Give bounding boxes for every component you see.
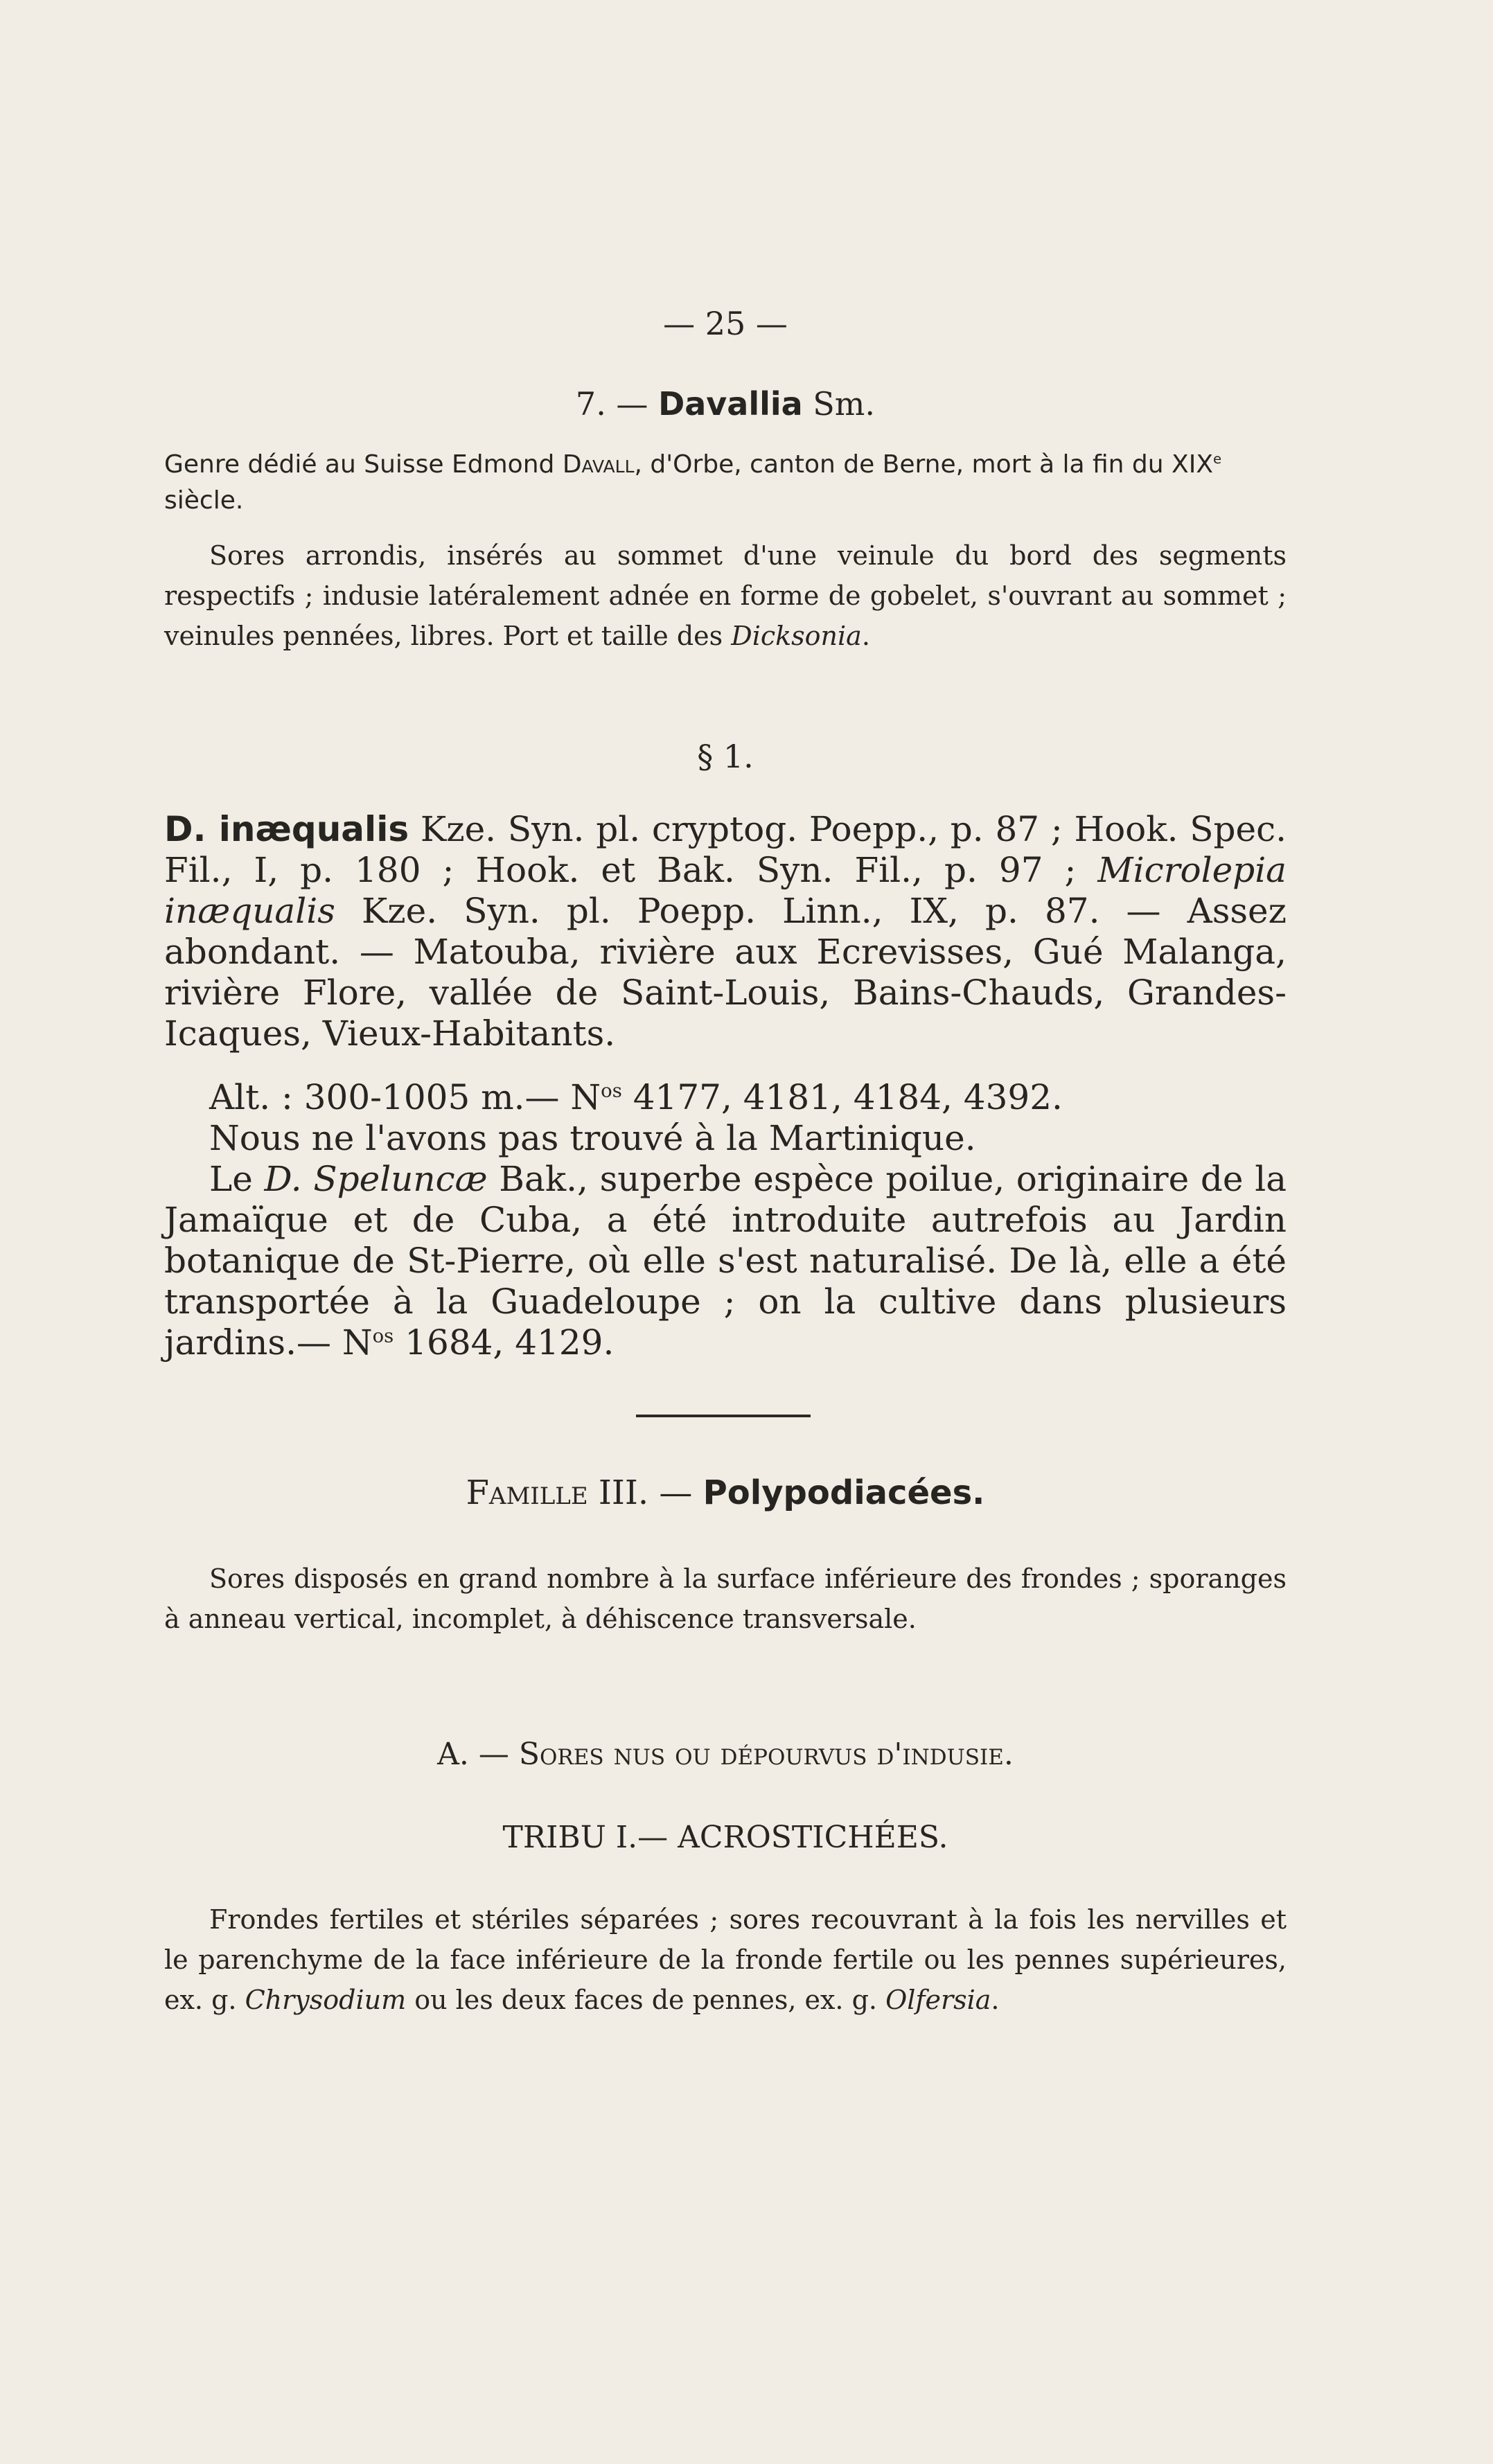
century-suffix: e (1213, 451, 1222, 467)
tribe-description (164, 1899, 1287, 2020)
numero-suffix: os (601, 1079, 622, 1102)
family-description: Sores disposés en grand nombre à la surface inférieure des frondes ; sporanges à anneau vertical, incomplet, à déhiscence transversale. (164, 1563, 1287, 1634)
subdivision-name: Sores nus ou dépourvus d'indusie. (518, 1737, 1014, 1772)
description-text: Sores arrondis, insérés au sommet d'une veinule du bord des segments respectifs ; indusie latéralement adnée en forme de gobelet, s'ouvrant au sommet ; veinules pennées, libres. Port et taille des (164, 540, 1287, 651)
section-divider (636, 1415, 811, 1417)
family-label: Famille III. (466, 1473, 649, 1512)
genus-name: Davallia (658, 385, 803, 423)
speluncae-species: D. Speluncæ (264, 1159, 488, 1199)
genus-example-2: Olfersia (885, 1985, 991, 2015)
genus-example-1: Chrysodium (245, 1985, 407, 2015)
subdivision-letter: A. — (437, 1737, 519, 1772)
specimen-numbers: 4177, 4181, 4184, 4392. (621, 1077, 1063, 1117)
speluncae-text: Bak., superbe espèce poilue, originaire de la Jamaïque et de Cuba, a été introduite autrefois au Jardin botanique de St-Pierre, où elle s'est naturalisé. De là, elle a été transportée à la Guadeloupe ; on la cultive dans plusieurs jardins.— N (164, 1159, 1287, 1363)
description-end: . (861, 621, 870, 651)
genus-description (164, 535, 1287, 656)
person-name: Davall (562, 450, 635, 479)
species-name: inæqualis (218, 809, 409, 849)
family-heading (164, 1472, 1287, 1514)
speluncae-paragraph (164, 1159, 1287, 1363)
species-citation: Kze. Syn. pl. cryptog. Poepp., p. 87 ; Hook. Spec. Fil., I, p. 180 ; Hook. et Bak. Syn. Fil., p. 97 ; (164, 809, 1287, 890)
subdivision-heading (164, 1734, 1287, 1775)
altitude-text: Alt. : 300-1005 m.— N (209, 1077, 601, 1117)
etymology-text-2: , d'Orbe, canton de Berne, mort à la fin du XIX (634, 450, 1213, 479)
species-entry (164, 809, 1287, 1054)
species-prefix: D. (164, 809, 219, 849)
etymology-text: Genre dédié au Suisse Edmond (164, 450, 563, 479)
genus-author: Sm. (802, 385, 876, 423)
species-localities: Kze. Syn. pl. Poepp. Linn., IX, p. 87. — Assez abondant. — Matouba, rivière aux Ecrevisses, Gué Malanga, rivière Flore, vallée de Saint-Louis, Bains-Chauds, Grandes-Icaques, Vieux-Habitants. (164, 891, 1287, 1054)
tribe-text-end: . (991, 1985, 1000, 2015)
tribe-heading: TRIBU I.— ACROSTICHÉES. (502, 1820, 948, 1855)
species-synonym: Microlepia inæqualis (164, 850, 1287, 931)
genus-reference: Dicksonia (731, 621, 862, 651)
genus-heading (164, 383, 1287, 425)
family-separator: — (648, 1473, 703, 1512)
genus-number: 7. — (575, 385, 659, 423)
tribe-text-2: ou les deux faces de pennes, ex. g. (406, 1985, 886, 2015)
numero-suffix-2: os (372, 1324, 394, 1347)
genus-etymology (164, 447, 1287, 519)
family-name: Polypodiacées. (703, 1473, 985, 1512)
page-number: — 25 — (663, 305, 788, 342)
altitude-line (164, 1077, 1287, 1118)
speluncae-intro: Le (209, 1159, 265, 1199)
section-heading: § 1. (697, 738, 754, 775)
speluncae-numbers: 1684, 4129. (394, 1322, 615, 1363)
etymology-text-3: siècle. (164, 486, 244, 515)
martinique-note: Nous ne l'avons pas trouvé à la Martinique. (209, 1118, 976, 1158)
tribe-text: Frondes fertiles et stériles séparées ; sores recouvrant à la fois les nervilles et le parenchyme de la face inférieure de la fronde fertile ou les pennes supérieures, ex. g. (164, 1904, 1287, 2015)
